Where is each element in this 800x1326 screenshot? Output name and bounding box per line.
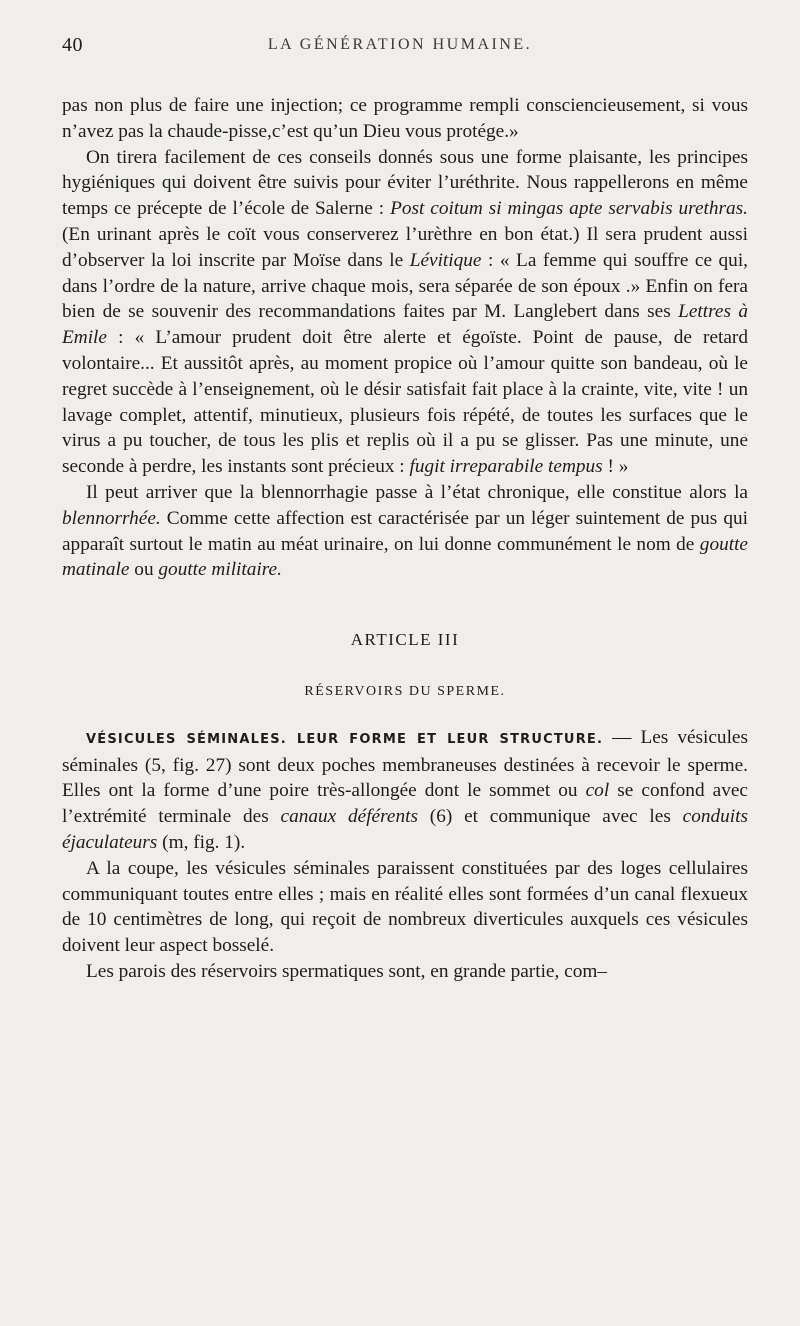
paragraph-coupe: A la coupe, les vésicules séminales paraissent constituées par des loges cellulaires communiquant toutes entre elles ; mais en réalité elles sont formées d’un canal flexueux de 10 centimètres de long, qui reçoit de nombreux diverticules auxquels ces vésicules doivent leur aspect bosselé. (62, 857, 748, 957)
term-canaux: canaux déférents (280, 806, 418, 828)
article-title: ARTICLE III (350, 630, 460, 650)
term-conduits: conduits éjaculateurs (62, 806, 748, 853)
book-title-lettres: Lettres à Emile (62, 301, 748, 349)
body-text (62, 93, 748, 985)
section-heading: VÉSICULES SÉMINALES. LEUR FORME ET LEUR STRUCTURE. (86, 731, 604, 747)
latin-quote: Post coitum si mingas apte servabis urethras. (390, 198, 748, 220)
article-subtitle: RÉSERVOIRS DU SPERME. (304, 683, 506, 699)
page-number: 40 (62, 34, 83, 56)
paragraph-chronic: Il peut arriver que la blennorrhagie passe à l’état chronique, elle constitue alors la blennorrhée. Comme cette affection est caractérisée par un léger suintement de pus qui apparaît surtout le matin au méat urinaire, on lui donne communément le nom de goutte matinale ou goutte militaire. (62, 481, 748, 581)
paragraph-hygiene: On tirera facilement de ces conseils donnés sous une forme plaisante, les principes hygiéniques qui doivent être suivis pour éviter l’uréthrite. Nous rappellerons en même temps ce précepte de l’école de Salerne : Post coitum si mingas apte servabis urethras. (En urinant après le coït vous conserverez l’urèthre en bon état.) Il sera prudent aussi d’observer la loi inscrite par Moïse dans le Lévitique : « La femme qui souffre ce qui, dans l’ordre de la nature, arrive chaque mois, sera séparée de son époux .» Enfin on fera bien de se souvenir des recommandations faites par M. Langlebert dans ses Lettres à Emile : « L’amour prudent doit être alerte et égoïste. Point de pause, de retard volontaire... Et aussitôt après, au moment propice où l’amour quitte son bandeau, où le regret succède à l’enseignement, où le désir satisfait fait place à la crainte, vite, vite ! un lavage complet, attentif, minutieux, plusieurs fois répété, de toutes les surfaces que le virus a pu toucher, de tous les plis et replis où il a pu se glisser. Pas une minute, une seconde à perdre, les instants sont précieux : fugit irreparabile tempus ! » (62, 146, 748, 478)
running-head: LA GÉNÉRATION HUMAINE. (267, 36, 533, 53)
term-blennorrhee: blennorrhée. (62, 507, 161, 529)
paragraph-parois: Les parois des réservoirs spermatiques sont, en grande partie, com– (86, 960, 607, 982)
term-col: col (585, 780, 610, 802)
paragraph-continued: pas non plus de faire une injection; ce programme rempli consciencieusement, si vous n’avez pas la chaude-pisse,c’est qu’un Dieu vous protége.» (62, 95, 748, 142)
term-goutte-militaire: goutte militaire. (158, 559, 282, 581)
term-goutte-matinale: goutte matinale (62, 533, 748, 581)
book-title-leviticus: Lévitique (409, 249, 482, 271)
paragraph-vesicules: VÉSICULES SÉMINALES. LEUR FORME ET LEUR STRUCTURE. — Les vésicules séminales (5, fig. 27) sont deux poches membraneuses destinées à recevoir le sperme. Elles ont la forme d’une poire très-allongée dont le sommet ou col se confond avec l’extrémité terminale des canaux déférents (6) et communique avec les conduits éjaculateurs (m, fig. 1). (62, 726, 748, 853)
page-header (62, 34, 738, 58)
latin-fugit: fugit irreparabile tempus (409, 456, 603, 478)
